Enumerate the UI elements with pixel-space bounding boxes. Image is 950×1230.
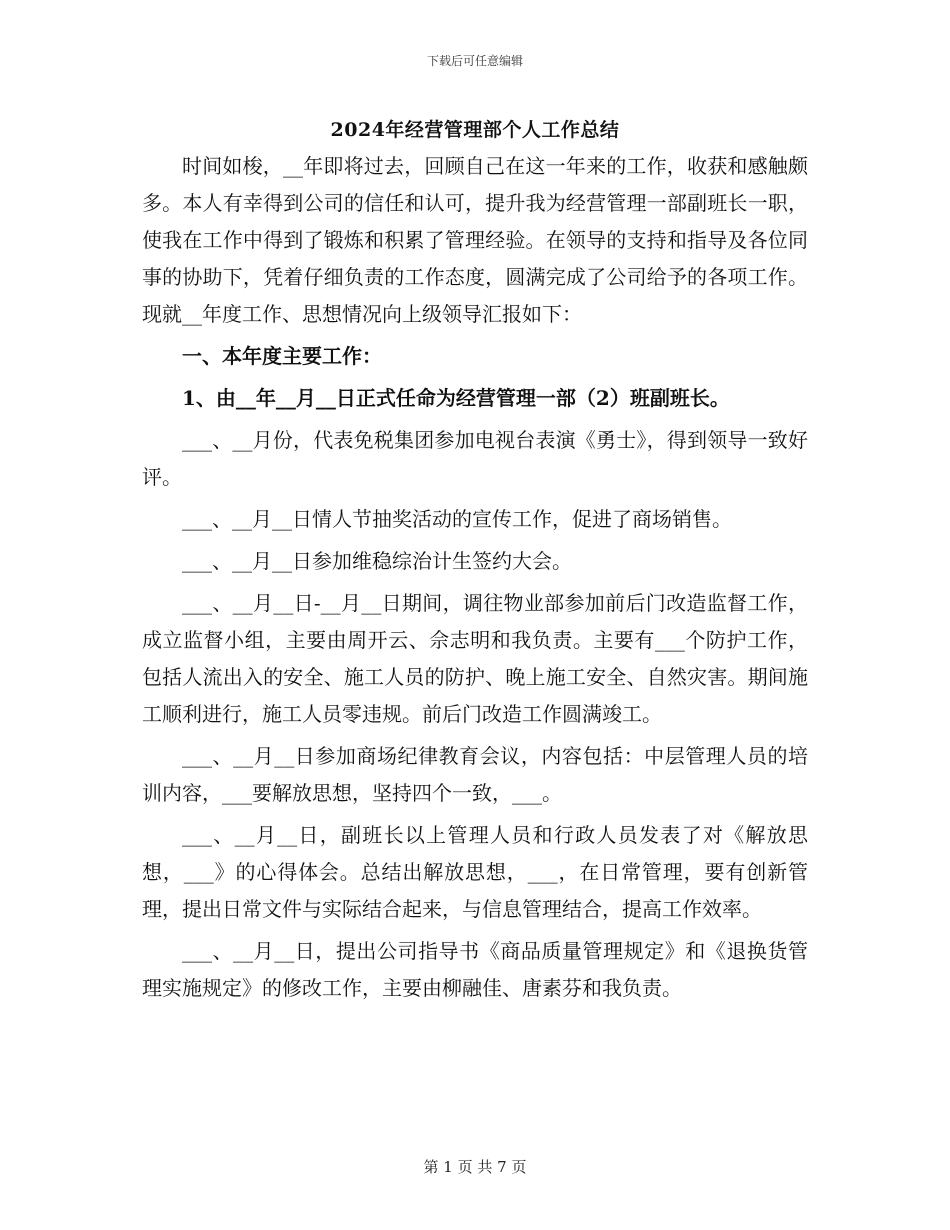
document-title: 2024年经营管理部个人工作总结	[330, 119, 620, 141]
document-body	[142, 148, 808, 1007]
body-paragraph: ___、__月份，代表免税集团参加电视台表演《勇士》，得到领导一致好评。	[142, 428, 808, 489]
intro-paragraph: 时间如梭，__年即将过去，回顾自己在这一年来的工作，收获和感触颇多。本人有幸得到公司的信任和认可，提升我为经营管理一部副班长一职，使我在工作中得到了锻炼和积累了管理经验。在领导的支持和指导及各位同事的协助下，凭着仔细负责的工作态度，圆满完成了公司给予的各项工作。现就__年度工作、思想情况向上级领导汇报如下：	[142, 154, 808, 326]
body-paragraph: ___、__月__日，提出公司指导书《商品质量管理规定》和《退换货管理实施规定》的修改工作，主要由柳融佳、唐素芬和我负责。	[142, 939, 808, 1000]
item-heading: 1、由__年__月__日正式任命为经营管理一部（2）班副班长。	[182, 386, 730, 410]
page-footer: 第 1 页 共 7 页	[423, 1158, 527, 1176]
body-paragraph: ___、__月__日-__月__日期间，调往物业部参加前后门改造监督工作，成立监督小组，主要由周开云、佘志明和我负责。主要有___个防护工作，包括人流出入的安全、施工人员的防护、晚上施工安全、自然灾害。期间施工顺利进行，施工人员零违规。前后门改造工作圆满竣工。	[142, 591, 808, 726]
section-heading: 一、本年度主要工作：	[182, 344, 382, 368]
body-paragraph: ___、__月__日参加商场纪律教育会议，内容包括：中层管理人员的培训内容，___要解放思想，坚持四个一致，___。	[142, 744, 808, 805]
body-paragraph: ___、__月__日情人节抽奖活动的宣传工作，促进了商场销售。	[182, 507, 732, 531]
body-paragraph: ___、__月__日参加维稳综治计生签约大会。	[182, 549, 572, 573]
header-note: 下载后可任意编辑	[426, 54, 523, 68]
body-paragraph: ___、__月__日，副班长以上管理人员和行政人员发表了对《解放思想，___》的心得体会。总结出解放思想，___，在日常管理，要有创新管理，提出日常文件与实际结合起来，与信息管理结合，提高工作效率。	[142, 823, 808, 921]
